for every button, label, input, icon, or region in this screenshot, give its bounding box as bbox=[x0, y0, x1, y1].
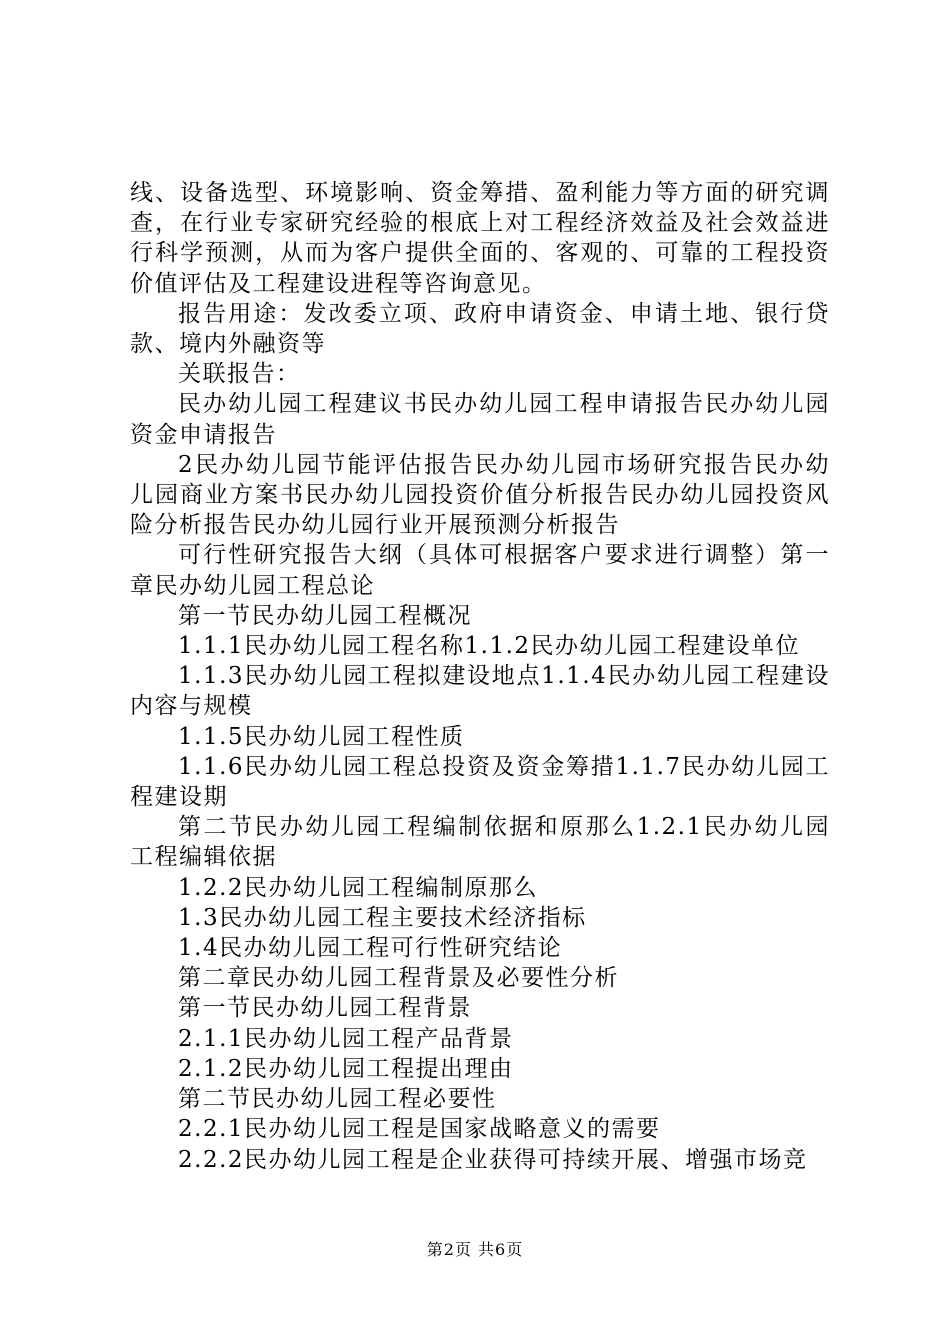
body-paragraph: 2.2.1民办幼儿园工程是国家战略意义的需要 bbox=[178, 1116, 661, 1143]
body-paragraph: 1.1.1民办幼儿园工程名称1.1.2民办幼儿园工程建设单位 bbox=[178, 633, 801, 660]
page-number-label: 第2页 共6页 bbox=[426, 1240, 524, 1259]
body-paragraph: 报告用途：发改委立项、政府申请资金、申请土地、银行贷款、境内外融资等 bbox=[130, 300, 830, 358]
body-paragraph: 2.2.2民办幼儿园工程是企业获得可持续开展、增强市场竞 bbox=[178, 1146, 808, 1173]
body-paragraph: 第一节民办幼儿园工程背景 bbox=[178, 995, 472, 1022]
body-paragraph: 第一节民办幼儿园工程概况 bbox=[178, 602, 472, 629]
body-paragraph: 1.1.6民办幼儿园工程总投资及资金筹措1.1.7民办幼儿园工程建设期 bbox=[130, 753, 830, 811]
body-paragraph: 2.1.1民办幼儿园工程产品背景 bbox=[178, 1025, 514, 1052]
body-paragraph: 1.2.2民办幼儿园工程编制原那么 bbox=[178, 874, 539, 901]
body-paragraph: 第二节民办幼儿园工程编制依据和原那么1.2.1民办幼儿园工程编辑依据 bbox=[130, 814, 830, 871]
body-paragraph: 第二章民办幼儿园工程背景及必要性分析 bbox=[178, 965, 619, 992]
body-paragraph: 民办幼儿园工程建议书民办幼儿园工程申请报告民办幼儿园资金申请报告 bbox=[130, 391, 830, 448]
body-paragraph: 1.3民办幼儿园工程主要技术经济指标 bbox=[178, 904, 587, 931]
body-paragraph: 可行性研究报告大纲（具体可根据客户要求进行调整）第一章民办幼儿园工程总论 bbox=[130, 542, 830, 599]
body-paragraph: 2.1.2民办幼儿园工程提出理由 bbox=[178, 1055, 514, 1082]
body-paragraph: 2民办幼儿园节能评估报告民办幼儿园市场研究报告民办幼儿园商业方案书民办幼儿园投资价值分析报告民办幼儿园投资风险分析报告民办幼儿园行业开展预测分析报告 bbox=[130, 451, 830, 539]
body-paragraph: 1.1.5民办幼儿园工程性质 bbox=[178, 723, 465, 750]
body-paragraph: 1.4民办幼儿园工程可行性研究结论 bbox=[178, 935, 563, 962]
body-paragraph: 关联报告： bbox=[178, 361, 301, 388]
document-body bbox=[130, 178, 830, 1175]
body-paragraph: 第二节民办幼儿园工程必要性 bbox=[178, 1086, 497, 1113]
body-paragraph: 线、设备选型、环境影响、资金筹措、盈利能力等方面的研究调查，在行业专家研究经验的根底上对工程经济效益及社会效益进行科学预测，从而为客户提供全面的、客观的、可靠的工程投资价值评估及工程建设进程等咨询意见。 bbox=[130, 180, 830, 297]
body-paragraph: 1.1.3民办幼儿园工程拟建设地点1.1.4民办幼儿园工程建设内容与规模 bbox=[130, 663, 830, 720]
page-footer bbox=[0, 1240, 950, 1260]
